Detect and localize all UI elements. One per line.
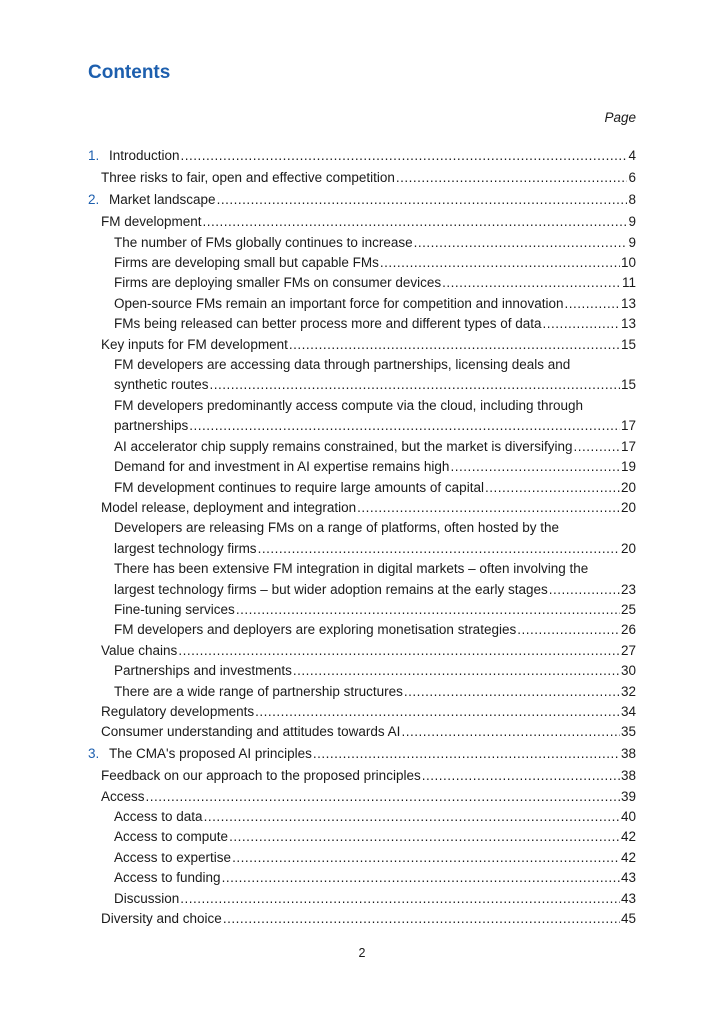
dot-leader — [357, 498, 620, 518]
toc-entry[interactable] — [88, 827, 636, 847]
section-number: 3. — [88, 745, 100, 761]
toc-entry[interactable] — [88, 168, 636, 188]
toc-entry[interactable] — [88, 722, 636, 742]
dot-leader — [181, 146, 628, 166]
toc-entry-text-line1[interactable]: There has been extensive FM integration in digital markets – often involving the — [114, 561, 589, 577]
toc-entry-page[interactable]: 25 — [620, 601, 636, 617]
toc-entry-page[interactable]: 17 — [620, 438, 636, 454]
toc-entry-page[interactable]: 9 — [628, 214, 636, 230]
toc-entry-page[interactable]: 40 — [620, 809, 636, 824]
toc-entry[interactable] — [88, 437, 636, 457]
toc-entry-title[interactable]: synthetic routes — [114, 377, 209, 393]
dot-leader — [222, 868, 620, 888]
toc-entry[interactable] — [88, 889, 636, 909]
toc-entry-page[interactable]: 43 — [620, 870, 636, 886]
dot-leader — [289, 335, 620, 355]
dot-leader — [401, 722, 620, 742]
toc-entry-page[interactable]: 13 — [620, 295, 636, 311]
dot-leader — [564, 294, 620, 314]
dot-leader — [204, 807, 620, 827]
toc-entry-page[interactable]: 35 — [620, 724, 636, 740]
toc-entry[interactable] — [88, 146, 636, 166]
toc-entry-title[interactable]: largest technology firms — [114, 540, 257, 556]
dot-leader — [210, 375, 620, 395]
toc-entry-title[interactable]: partnerships — [114, 418, 189, 434]
toc-entry[interactable] — [88, 233, 636, 253]
dot-leader — [255, 702, 620, 722]
toc-entry-title[interactable]: FMs being released can better process more and different types of data — [114, 316, 542, 332]
toc-entry[interactable] — [88, 661, 636, 681]
dot-leader — [485, 478, 620, 498]
toc-entry[interactable] — [88, 375, 636, 395]
dot-leader — [517, 620, 620, 640]
toc-entry[interactable] — [88, 190, 636, 210]
toc-entry-title[interactable]: Three risks to fair, open and effective competition — [101, 170, 395, 186]
toc-entry-title[interactable]: Firms are deploying smaller FMs on consumer devices — [114, 275, 442, 291]
page-column-label: Page — [604, 110, 636, 125]
toc-entry[interactable] — [88, 909, 636, 929]
toc-entry-title[interactable]: Introduction — [109, 148, 180, 163]
dot-leader — [573, 437, 620, 457]
dot-leader — [442, 273, 621, 293]
toc-entry-page[interactable]: 38 — [620, 745, 636, 761]
toc-entry-title[interactable]: AI accelerator chip supply remains constrained, but the market is diversifying — [114, 438, 573, 454]
toc-entry-title[interactable]: FM developers and deployers are exploring monetisation strategies — [114, 622, 517, 638]
dot-leader — [543, 314, 620, 334]
dot-leader — [313, 744, 620, 764]
toc-entry-title[interactable]: FM development continues to require large amounts of capital — [114, 479, 484, 495]
toc-entry[interactable] — [88, 641, 636, 661]
toc-entry-text-line1[interactable]: Developers are releasing FMs on a range of platforms, often hosted by the — [114, 520, 559, 536]
toc-entry-page[interactable]: 15 — [620, 377, 636, 393]
toc-entry-page[interactable]: 20 — [620, 540, 636, 556]
toc-entry[interactable] — [88, 868, 636, 888]
toc-entry-title[interactable]: The number of FMs globally continues to increase — [114, 234, 413, 250]
dot-leader — [414, 233, 628, 253]
toc-entry-title[interactable]: Model release, deployment and integration — [101, 499, 357, 515]
toc-entry[interactable] — [88, 253, 636, 273]
page-title: Contents — [88, 62, 171, 83]
toc-entry[interactable] — [88, 787, 636, 807]
toc-entry[interactable] — [88, 457, 636, 477]
toc-entry[interactable] — [88, 600, 636, 620]
toc-entry[interactable] — [88, 539, 636, 559]
toc-entry[interactable] — [88, 744, 636, 764]
toc-entry-page[interactable]: 26 — [620, 622, 636, 638]
toc-entry-title[interactable]: Fine-tuning services — [114, 601, 235, 617]
toc-entry-page[interactable]: 17 — [620, 418, 636, 434]
toc-entry-text-line1[interactable]: FM developers are accessing data through partnerships, licensing deals and — [114, 357, 571, 373]
toc-entry-title[interactable]: Market landscape — [109, 191, 216, 207]
toc-entry[interactable] — [88, 498, 636, 518]
toc-entry-page[interactable]: 30 — [620, 663, 636, 679]
toc-entry-page[interactable]: 13 — [620, 316, 636, 332]
toc-entry-page[interactable]: 10 — [620, 255, 636, 271]
table-of-contents — [88, 145, 636, 929]
toc-entry-page[interactable]: 32 — [620, 683, 636, 699]
toc-entry[interactable] — [88, 807, 636, 827]
toc-entry-page[interactable]: 8 — [628, 191, 636, 207]
toc-entry-text-line1[interactable]: FM developers predominantly access compute via the cloud, including through — [114, 397, 584, 413]
toc-entry[interactable] — [88, 212, 636, 232]
toc-entry[interactable] — [88, 766, 636, 786]
toc-entry-page[interactable]: 6 — [628, 170, 636, 186]
toc-entry-page[interactable]: 11 — [621, 275, 636, 291]
dot-leader — [178, 641, 620, 661]
toc-entry-title[interactable]: Access to funding — [114, 870, 221, 886]
dot-leader — [203, 212, 628, 232]
toc-entry-title[interactable]: Discussion — [114, 890, 180, 906]
toc-entry-title[interactable]: FM development — [101, 214, 202, 230]
toc-entry-title[interactable]: Diversity and choice — [101, 911, 222, 927]
toc-entry-page[interactable]: 38 — [620, 768, 636, 784]
toc-entry-title[interactable]: There are a wide range of partnership structures — [114, 683, 403, 699]
toc-entry-title[interactable]: Consumer understanding and attitudes towards AI — [101, 724, 401, 740]
toc-entry-title[interactable]: Key inputs for FM development — [101, 336, 288, 352]
dot-leader — [549, 580, 620, 600]
page-number: 2 — [358, 946, 366, 960]
dot-leader — [146, 787, 620, 807]
dot-leader — [450, 457, 620, 477]
toc-entry[interactable] — [88, 620, 636, 640]
toc-entry-page[interactable]: 42 — [620, 849, 636, 865]
toc-entry-page[interactable]: 39 — [620, 788, 636, 804]
dot-leader — [258, 539, 620, 559]
toc-entry[interactable] — [88, 273, 636, 293]
toc-entry-title[interactable]: Access — [101, 788, 145, 804]
dot-leader — [217, 190, 628, 210]
toc-entry-page[interactable]: 42 — [620, 829, 636, 845]
toc-entry-page[interactable]: 23 — [620, 581, 636, 597]
toc-entry-title[interactable]: Value chains — [101, 642, 178, 658]
toc-entry[interactable] — [88, 702, 636, 722]
toc-entry[interactable] — [88, 416, 636, 436]
dot-leader — [229, 827, 620, 847]
dot-leader — [404, 682, 620, 702]
dot-leader — [180, 889, 620, 909]
toc-entry[interactable] — [88, 580, 636, 600]
toc-entry[interactable] — [88, 335, 636, 355]
toc-entry-page[interactable]: 45 — [620, 911, 636, 927]
toc-entry[interactable] — [88, 294, 636, 314]
dot-leader — [293, 661, 620, 681]
toc-entry-page[interactable]: 43 — [620, 890, 636, 906]
section-number: 1. — [88, 148, 100, 163]
toc-entry-title[interactable]: largest technology firms – but wider adoption remains at the early stages — [114, 581, 548, 597]
toc-entry-title[interactable]: Demand for and investment in AI expertise remains high — [114, 459, 450, 475]
toc-entry-page[interactable]: 4 — [628, 148, 636, 163]
toc-entry-title[interactable]: Partnerships and investments — [114, 663, 292, 679]
section-number: 2. — [88, 191, 100, 207]
toc-entry-title[interactable]: Open-source FMs remain an important force for competition and innovation — [114, 295, 564, 311]
dot-leader — [189, 416, 620, 436]
toc-entry-title[interactable]: Feedback on our approach to the proposed principles — [101, 768, 421, 784]
toc-entry[interactable] — [88, 682, 636, 702]
dot-leader — [396, 168, 628, 188]
dot-leader — [232, 848, 620, 868]
toc-entry-page[interactable]: 20 — [620, 499, 636, 515]
dot-leader — [380, 253, 620, 273]
dot-leader — [223, 909, 620, 929]
toc-entry-title[interactable]: Access to data — [114, 809, 203, 824]
toc-entry-title[interactable]: The CMA's proposed AI principles — [109, 745, 312, 761]
toc-entry[interactable] — [88, 478, 636, 498]
toc-entry-title[interactable]: Access to compute — [114, 829, 229, 845]
toc-entry-page[interactable]: 34 — [620, 703, 636, 719]
toc-entry-page[interactable]: 27 — [620, 642, 636, 658]
dot-leader — [422, 766, 620, 786]
dot-leader — [236, 600, 620, 620]
toc-entry-title[interactable]: Firms are developing small but capable FMs — [114, 255, 379, 271]
toc-entry-page[interactable]: 9 — [628, 234, 636, 250]
toc-entry-title[interactable]: Access to expertise — [114, 849, 232, 865]
toc-entry[interactable] — [88, 848, 636, 868]
toc-entry-title[interactable]: Regulatory developments — [101, 703, 255, 719]
toc-entry[interactable] — [88, 314, 636, 334]
toc-entry-page[interactable]: 19 — [620, 459, 636, 475]
toc-entry-page[interactable]: 20 — [620, 479, 636, 495]
toc-entry-page[interactable]: 15 — [620, 336, 636, 352]
